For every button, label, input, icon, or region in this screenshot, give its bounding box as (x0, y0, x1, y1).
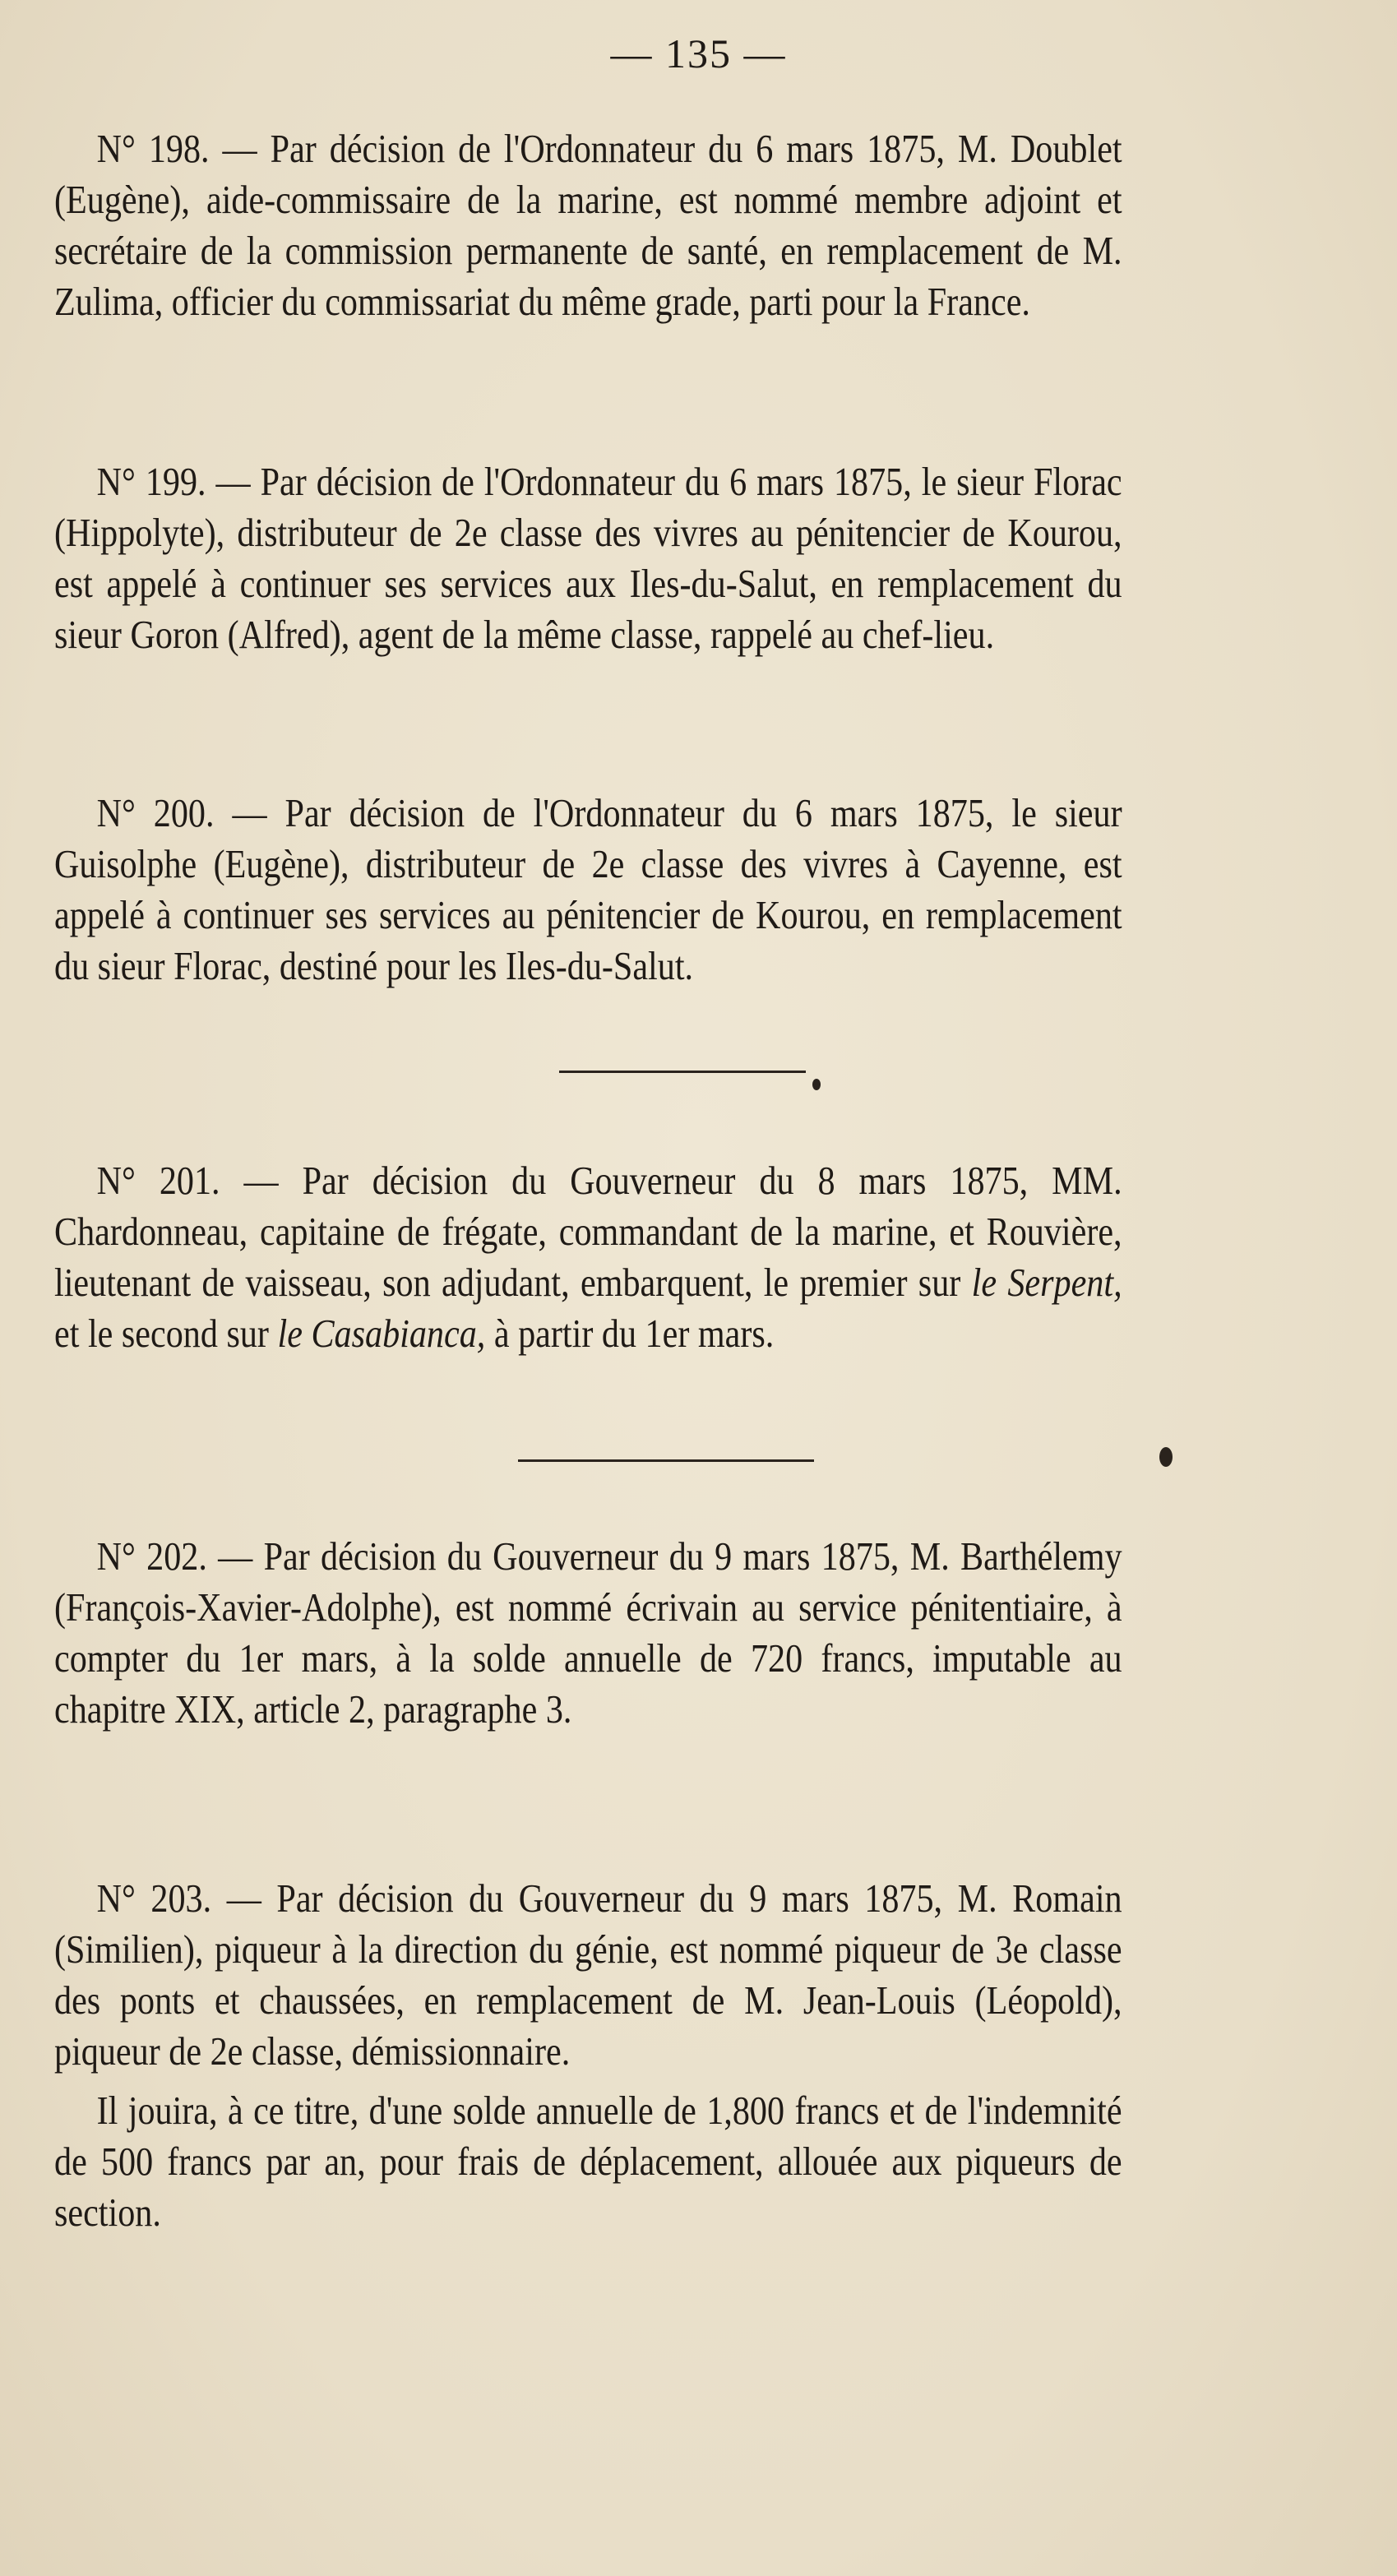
entry-text: — Par décision du Gouverneur du 8 mars 1875, MM. Chardonneau, capitaine de frégate, commandant de la marine, et Rouvière, lieutenant de vaisseau, son adjudant, embarquent, le premier sur (54, 1158, 1122, 1305)
page-number: — 135 — (610, 30, 787, 76)
entry-202 (54, 1531, 1122, 1735)
entry-number: N° 199. (96, 459, 206, 504)
entry-200 (54, 788, 1122, 992)
entry-text: — Par décision de l'Ordonnateur du 6 mars 1875, M. Doublet (Eugène), aide-commissaire de la marine, est nommé membre adjoint et secrétaire de la commission permanente de santé, en remplacement de M. Zulima, officier du commissariat du même grade, parti pour la France. (54, 126, 1122, 324)
entry-text: à partir du 1er mars. (485, 1311, 775, 1356)
entry-199 (54, 456, 1122, 660)
entry-text: — Par décision du Gouverneur du 9 mars 1875, M. Barthélemy (François-Xavier-Adolphe), est nommé écrivain au service pénitentiaire, à compter du 1er mars, à la solde annuelle de 720 francs, imputable au chapitre XIX, article 2, paragraphe 3. (54, 1533, 1122, 1732)
ship-name: le Serpent, (971, 1260, 1122, 1305)
entry-text: — Par décision du Gouverneur du 9 mars 1875, M. Romain (Similien), piqueur à la direction du génie, est nommé piqueur de 3e classe des ponts et chaussées, en remplacement de M. Jean-Louis (Léopold), piqueur de 2e classe, démissionnaire. (54, 1875, 1122, 2074)
entry-number: N° 200. (96, 790, 215, 835)
entry-number: N° 202. (96, 1533, 207, 1579)
entry-198-paragraph (54, 123, 1122, 327)
entry-number: N° 198. (96, 126, 210, 171)
separator-rule (518, 1459, 814, 1462)
separator-rule (559, 1071, 806, 1073)
entry-number: N° 201. (96, 1158, 220, 1203)
ink-dot (812, 1079, 821, 1090)
entry-198 (54, 123, 1122, 327)
ship-name: le Casabianca, (277, 1311, 486, 1356)
entry-203 (54, 1873, 1122, 2238)
entry-200-paragraph (54, 788, 1122, 992)
entry-text: — Par décision de l'Ordonnateur du 6 mars 1875, le sieur Florac (Hippolyte), distributeur de 2e classe des vivres au pénitencier de Kourou, est appelé à continuer ses services aux Iles-du-Salut, en remplacement du sieur Goron (Alfred), agent de la même classe, rappelé au chef-lieu. (54, 459, 1122, 657)
entry-text: — Par décision de l'Ordonnateur du 6 mars 1875, le sieur Guisolphe (Eugène), distributeur de 2e classe des vivres à Cayenne, est appelé à continuer ses services au pénitencier de Kourou, en remplacement du sieur Florac, destiné pour les Iles-du-Salut. (54, 790, 1122, 988)
entry-201-paragraph (54, 1155, 1122, 1359)
entry-text: et le second sur (54, 1311, 278, 1356)
entry-199-paragraph (54, 456, 1122, 660)
entry-203-paragraph-2: Il jouira, à ce titre, d'une solde annuelle de 1,800 francs et de l'indemnité de 500 francs par an, pour frais de déplacement, allouée aux piqueurs de section. (54, 2088, 1122, 2235)
entry-202-paragraph (54, 1531, 1122, 1735)
entry-number: N° 203. (96, 1875, 212, 1921)
entry-201 (54, 1155, 1122, 1359)
ink-dot (1159, 1447, 1173, 1467)
entry-203-paragraph (54, 1873, 1122, 2077)
